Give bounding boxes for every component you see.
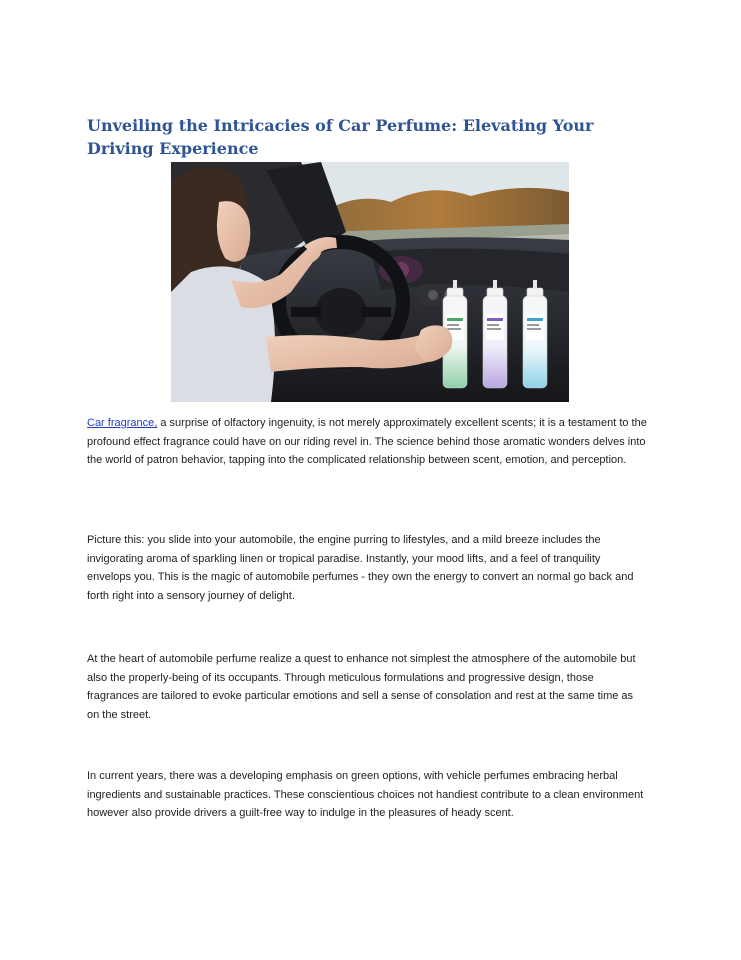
hero-image [171,162,569,402]
article-title: Unveiling the Intricacies of Car Perfume: Elevating Your Driving Experience [87,116,594,158]
paragraph-1-text: a surprise of olfactory ingenuity, is not merely approximately excellent scents; it is a testament to the profound effect fragrance could have on our riding revel in. The science behind those aromatic wonders delves into the world of patron behavior, tapping into the complicated relationship between scent, emotion, and perception. [87,417,647,467]
perfume-bottle-blue [523,280,547,388]
car-perfume-photo [171,162,569,402]
paragraph-3: At the heart of automobile perfume realize a quest to enhance not simplest the atmosphere of the automobile but also the properly-being of its occupants. Through meticulous formulations and progressive design, those fragrances are tailored to evoke particular emotions and sell a sense of consolation and rest at the same time as on the street. [87,653,636,722]
car-fragrance-link[interactable]: Car fragrance, [87,417,158,429]
paragraph-2: Picture this: you slide into your automobile, the engine purring to lifestyles, and a mild breeze includes the invigorating aroma of sparkling linen or tropical paradise. Instantly, your mood lifts, and a feel of tranquility envelops you. This is the magic of automobile perfumes - they own the energy to convert an normal go back and forth right into a sensory journey of delight. [87,534,634,603]
paragraph-1 [87,414,647,470]
perfume-bottle-purple [483,280,507,388]
paragraph-4: In current years, there was a developing emphasis on green options, with vehicle perfumes embracing herbal ingredients and sustainable practices. These conscientious choices not handiest contribute to a clean environment however also provide drivers a guilt-free way to indulge in the pleasures of heady scent. [87,770,644,820]
